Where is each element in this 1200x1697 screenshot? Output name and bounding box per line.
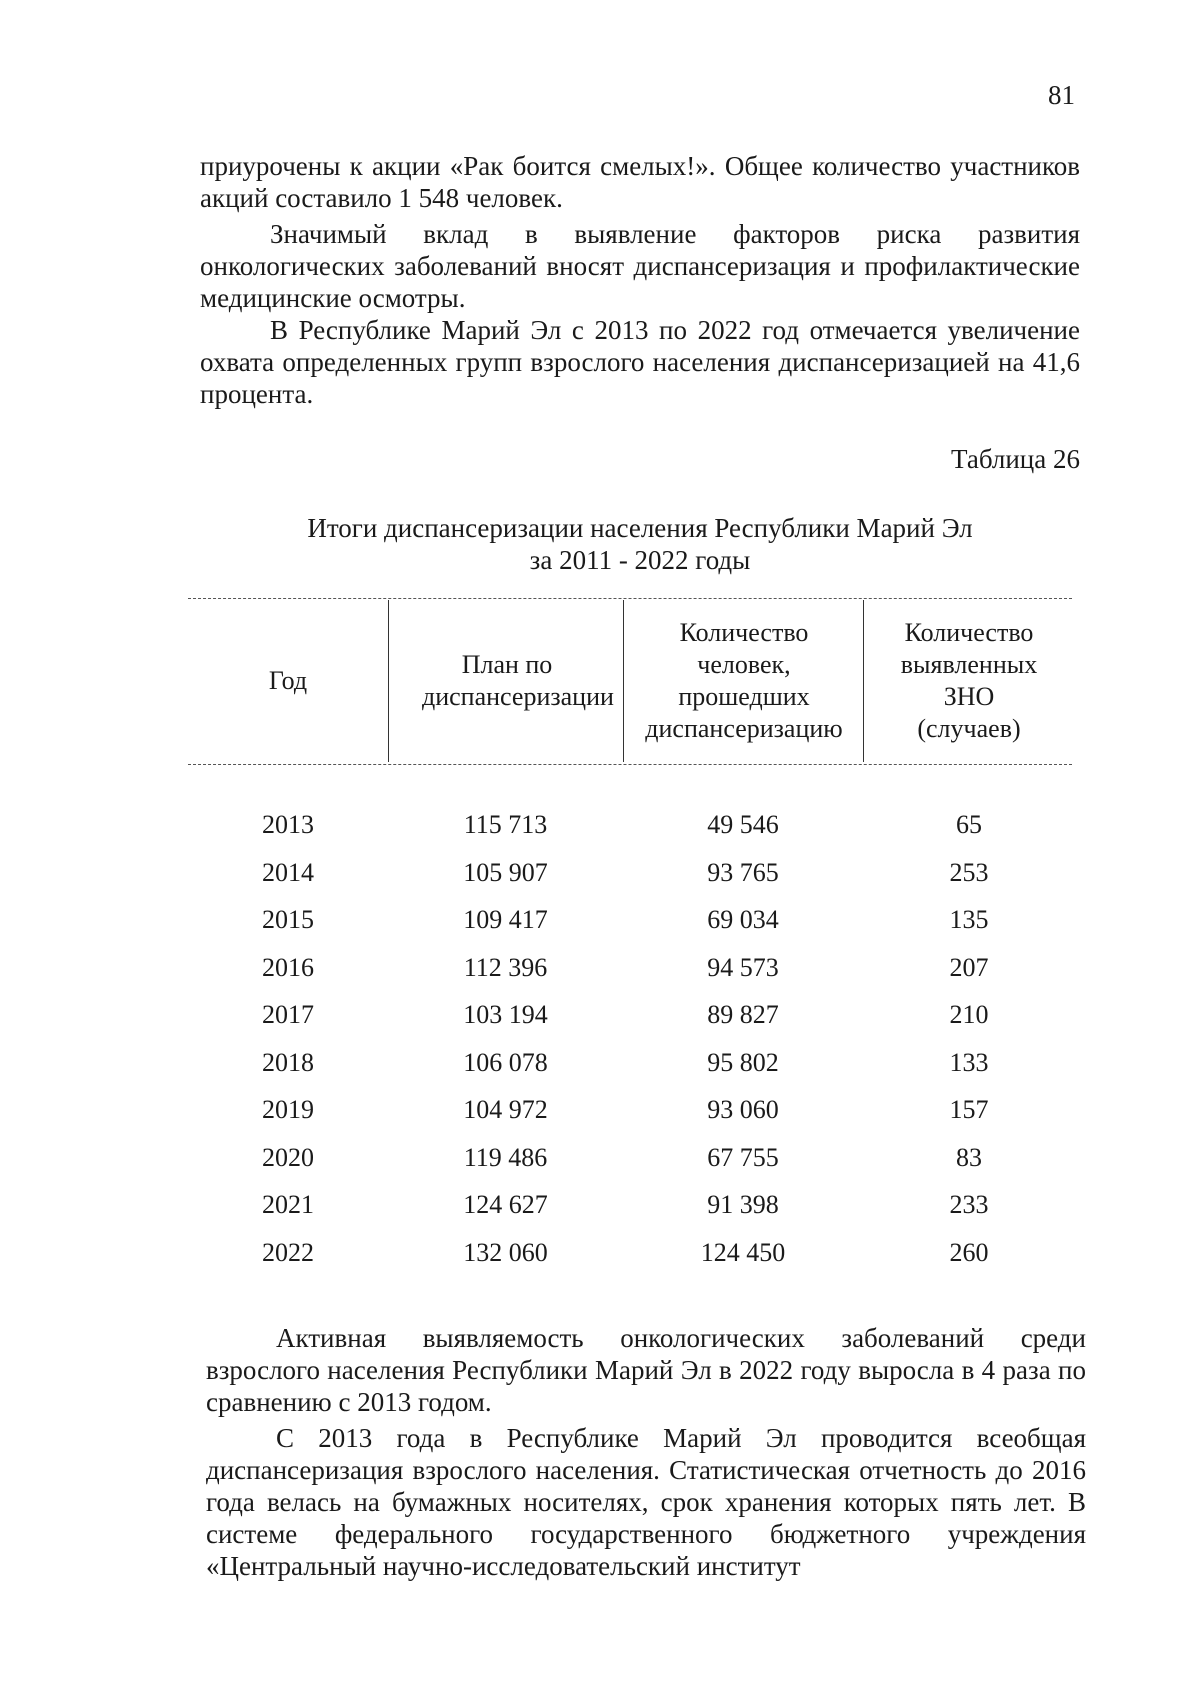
header-year: Год	[268, 666, 308, 695]
table-row: 2013 115 713 49 546 65	[262, 810, 982, 839]
table-column-divider	[388, 600, 389, 762]
table-row: 2016 112 396 94 573 207	[262, 952, 989, 982]
table-row: 2020 119 486 67 755 83	[262, 1142, 982, 1172]
table-column-divider	[863, 600, 864, 762]
table-label: Таблица 26	[951, 444, 1080, 474]
paragraph-significant-contribution: Значимый вклад в выявление факторов риска развития онкологических заболеваний вносят диспансеризация и профилактические медицинские осмотры.	[200, 219, 1080, 313]
header-zno-count: Количество выявленных ЗНО (случаев)	[900, 618, 1038, 743]
table-body	[188, 810, 1072, 1285]
table-row: 2018 106 078 95 802 133	[262, 1047, 989, 1077]
paragraph-detection-growth: Активная выявляемость онкологических заболеваний среди взрослого населения Республики Марий Эл в 2022 году выросла в 4 раза по сравнению с 2013 годом.	[206, 1323, 1086, 1417]
paragraph-intro: приурочены к акции «Рак боится смелых!». Общее количество участников акций составило 1 548 человек.	[200, 151, 1080, 213]
table-row: 2021 124 627 91 398 233	[262, 1190, 989, 1219]
table-column-divider	[623, 600, 624, 762]
table-row: 2015 109 417 69 034 135	[262, 905, 989, 934]
table-row: 2022 132 060 124 450 260	[262, 1237, 989, 1267]
table-title-line-1: Итоги диспансеризации населения Республики Марий Эл	[307, 513, 973, 543]
table-row: 2014 105 907 93 765 253	[262, 857, 989, 887]
header-plan: План по диспансеризации	[422, 650, 614, 711]
paragraph-coverage-increase: В Республике Марий Эл с 2013 по 2022 год отмечается увеличение охвата определенных групп взрослого населения диспансеризацией на 41,6 процента.	[200, 315, 1080, 409]
table-title-line-2: за 2011 - 2022 годы	[529, 545, 751, 575]
table-title	[200, 512, 1080, 576]
table-top-rule	[188, 598, 1072, 599]
table-header-bottom-rule	[188, 764, 1072, 765]
paragraph-universal-screening: С 2013 года в Республике Марий Эл проводится всеобщая диспансеризация взрослого населения. Статистическая отчетность до 2016 года велась на бумажных носителях, срок хранения которых пять лет. В системе федерального государственного бюджетного учреждения «Центральный научно-исследовательский институт	[206, 1423, 1086, 1581]
table-row: 2019 104 972 93 060 157	[262, 1095, 989, 1124]
header-people-count: Количество человек, прошедших диспансеризацию	[645, 618, 843, 743]
page-number: 81	[1048, 80, 1075, 110]
table-row: 2017 103 194 89 827 210	[262, 1000, 989, 1029]
